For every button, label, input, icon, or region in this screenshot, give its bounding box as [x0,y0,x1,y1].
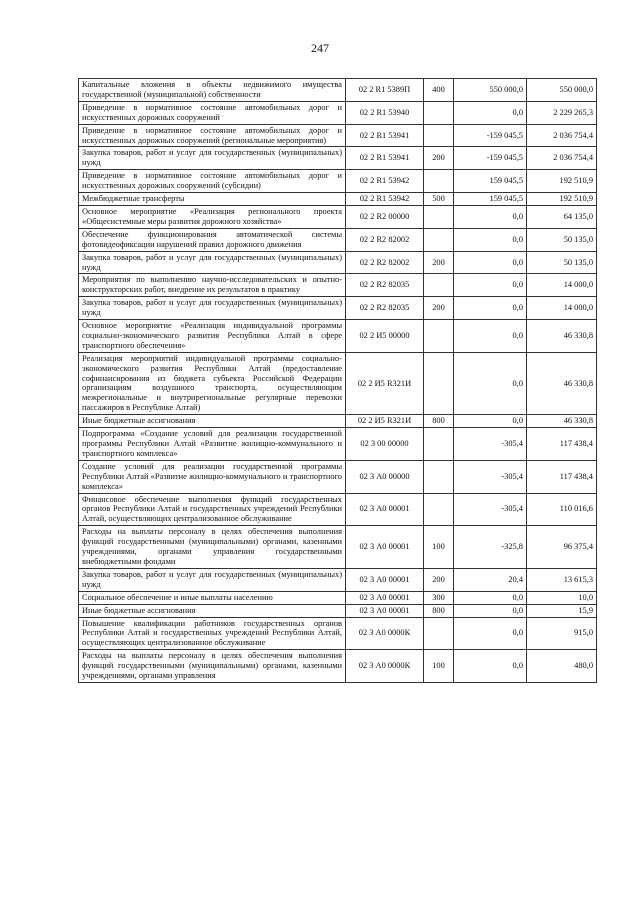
row-total-cell: 10,0 [527,591,597,604]
row-change-cell: 0,0 [454,297,527,320]
row-expense-type-cell: 800 [424,415,454,428]
row-name-cell: Закупка товаров, работ и услуг для государственных (муниципальных) нужд [79,147,346,170]
row-code-cell: 02 3 А0 00001 [346,493,424,526]
row-total-cell: 550 000,0 [527,79,597,102]
row-change-cell: -159 045,5 [454,124,527,147]
table-row [79,274,597,297]
row-change-cell: -325,8 [454,526,527,569]
row-name-cell: Закупка товаров, работ и услуг для государственных (муниципальных) нужд [79,251,346,274]
row-change-cell: 0,0 [454,101,527,124]
row-total-cell: 117 438,4 [527,428,597,461]
row-code-cell: 02 2 R2 82002 [346,251,424,274]
row-expense-type-cell [424,320,454,353]
row-expense-type-cell [424,493,454,526]
table-row [79,101,597,124]
table-row [79,124,597,147]
row-code-cell: 02 3 А0 00001 [346,526,424,569]
table-row [79,526,597,569]
row-code-cell: 02 2 R1 53941 [346,124,424,147]
row-change-cell: 159 045,5 [454,170,527,193]
row-total-cell: 2 036 754,4 [527,124,597,147]
row-change-cell: -305,4 [454,428,527,461]
row-expense-type-cell: 200 [424,251,454,274]
table-row [79,568,597,591]
row-name-cell: Создание условий для реализации государственной программы Республики Алтай «Развитие жилищно-коммунального и транспортного комплекса» [79,460,346,493]
row-name-cell: Подпрограмма «Создание условий для реализации государственной программы Республики Алтай «Развитие жилищно-коммунального и транспортного комплекса» [79,428,346,461]
row-name-cell: Основное мероприятие «Реализация индивидуальной программы социально-экономического развития Республики Алтай в сфере транспортного обеспечения» [79,320,346,353]
row-name-cell: Приведение в нормативное состояние автомобильных дорог и искусственных дорожных сооружений [79,101,346,124]
table-row [79,591,597,604]
row-change-cell: -159 045,5 [454,147,527,170]
table-row [79,604,597,617]
row-total-cell: 2 229 265,3 [527,101,597,124]
row-code-cell: 02 2 И5 R321И [346,415,424,428]
row-code-cell: 02 2 R2 00000 [346,205,424,228]
table-row [79,617,597,650]
table-row [79,650,597,683]
row-total-cell: 13 615,3 [527,568,597,591]
row-name-cell: Основное мероприятие «Реализация регионального проекта «Общесистемные меры развития дорожного хозяйства» [79,205,346,228]
row-change-cell: -305,4 [454,460,527,493]
row-expense-type-cell: 400 [424,79,454,102]
row-change-cell: 159 045,5 [454,193,527,206]
row-expense-type-cell [424,101,454,124]
row-change-cell: 0,0 [454,352,527,414]
row-total-cell: 50 135,0 [527,251,597,274]
table-row [79,205,597,228]
row-total-cell: 480,0 [527,650,597,683]
row-expense-type-cell [424,428,454,461]
row-name-cell: Закупка товаров, работ и услуг для государственных (муниципальных) нужд [79,568,346,591]
row-code-cell: 02 2 R1 53940 [346,101,424,124]
row-expense-type-cell [424,274,454,297]
row-expense-type-cell: 200 [424,147,454,170]
page-number: 247 [311,41,329,55]
table-row [79,460,597,493]
row-name-cell: Капитальные вложения в объекты недвижимого имущества государственной (муниципальной) собственности [79,79,346,102]
row-code-cell: 02 3 А0 00001 [346,568,424,591]
table-row [79,352,597,414]
row-expense-type-cell [424,460,454,493]
budget-table-body [79,79,597,683]
row-name-cell: Иные бюджетные ассигнования [79,604,346,617]
row-total-cell: 46 330,8 [527,415,597,428]
row-total-cell: 915,0 [527,617,597,650]
row-total-cell: 50 135,0 [527,228,597,251]
row-code-cell: 02 3 А0 0000К [346,617,424,650]
row-code-cell: 02 2 R1 53942 [346,193,424,206]
table-row [79,493,597,526]
table-row [79,415,597,428]
row-change-cell: 0,0 [454,251,527,274]
row-expense-type-cell: 100 [424,650,454,683]
row-code-cell: 02 3 А0 00001 [346,604,424,617]
row-expense-type-cell [424,170,454,193]
table-row [79,428,597,461]
row-change-cell: 0,0 [454,205,527,228]
row-total-cell: 96 375,4 [527,526,597,569]
row-code-cell: 02 2 R2 82035 [346,297,424,320]
row-total-cell: 117 438,4 [527,460,597,493]
table-row [79,147,597,170]
row-name-cell: Приведение в нормативное состояние автомобильных дорог и искусственных дорожных сооружений (субсидии) [79,170,346,193]
row-change-cell: 0,0 [454,604,527,617]
row-expense-type-cell [424,205,454,228]
row-total-cell: 2 036 754,4 [527,147,597,170]
row-name-cell: Иные бюджетные ассигнования [79,415,346,428]
row-total-cell: 46 330,8 [527,320,597,353]
row-expense-type-cell: 100 [424,526,454,569]
table-row [79,297,597,320]
row-expense-type-cell: 200 [424,568,454,591]
row-change-cell: 20,4 [454,568,527,591]
row-code-cell: 02 3 А0 0000К [346,650,424,683]
table-row [79,170,597,193]
row-name-cell: Социальное обеспечение и иные выплаты населению [79,591,346,604]
row-total-cell: 192 510,9 [527,170,597,193]
row-code-cell: 02 2 И5 R321И [346,352,424,414]
budget-table [78,78,597,683]
row-total-cell: 14 000,0 [527,274,597,297]
row-name-cell: Расходы на выплаты персоналу в целях обеспечения выполнения функций государственными (муниципальными) органами, казенными учреждениями, органами управления государственными внебюджетными фондами [79,526,346,569]
row-expense-type-cell: 300 [424,591,454,604]
row-total-cell: 14 000,0 [527,297,597,320]
table-row [79,228,597,251]
table-row [79,320,597,353]
row-code-cell: 02 2 R1 53941 [346,147,424,170]
row-total-cell: 192 510,9 [527,193,597,206]
row-code-cell: 02 2 R2 82035 [346,274,424,297]
row-total-cell: 15,9 [527,604,597,617]
row-name-cell: Мероприятия по выполнению научно-исследовательских и опытно-конструкторских работ, внедрение их результатов в практику [79,274,346,297]
row-expense-type-cell: 800 [424,604,454,617]
row-code-cell: 02 2 И5 00000 [346,320,424,353]
row-expense-type-cell [424,124,454,147]
row-expense-type-cell [424,352,454,414]
table-row [79,193,597,206]
row-change-cell: 0,0 [454,274,527,297]
row-change-cell: 0,0 [454,591,527,604]
row-name-cell: Расходы на выплаты персоналу в целях обеспечения выполнения функций государственными (муниципальными) органами, казенными учреждениями, органами управления [79,650,346,683]
row-code-cell: 02 2 R1 53942 [346,170,424,193]
table-row [79,79,597,102]
row-name-cell: Закупка товаров, работ и услуг для государственных (муниципальных) нужд [79,297,346,320]
row-code-cell: 02 3 А0 00000 [346,460,424,493]
row-change-cell: 0,0 [454,617,527,650]
row-name-cell: Реализация мероприятий индивидуальной программы социально-экономического развития Республики Алтай (предоставление софинансирования из бюджета субъекта Российской Федерации организациям воздушного транспорта, осуществляющим межрегиональные и внутрирегиональные регулярные перевозки пассажиров в Республике Алтай) [79,352,346,414]
row-change-cell: 0,0 [454,228,527,251]
row-change-cell: 550 000,0 [454,79,527,102]
row-change-cell: 0,0 [454,320,527,353]
row-name-cell: Межбюджетные трансферты [79,193,346,206]
row-code-cell: 02 2 R2 82002 [346,228,424,251]
row-expense-type-cell: 200 [424,297,454,320]
row-name-cell: Финансовое обеспечение выполнения функций государственных органов Республики Алтай и государственных учреждений Республики Алтай, осуществляющих централизованное обслуживание [79,493,346,526]
table-row [79,251,597,274]
row-code-cell: 02 3 А0 00001 [346,591,424,604]
row-change-cell: 0,0 [454,650,527,683]
row-code-cell: 02 3 00 00000 [346,428,424,461]
row-name-cell: Повышение квалификации работников государственных органов Республики Алтай и государственных учреждений Республики Алтай, осуществляющих централизованное обслуживание [79,617,346,650]
row-total-cell: 46 330,8 [527,352,597,414]
row-expense-type-cell [424,228,454,251]
row-change-cell: 0,0 [454,415,527,428]
row-name-cell: Приведение в нормативное состояние автомобильных дорог и искусственных дорожных сооружений (региональные мероприятия) [79,124,346,147]
row-name-cell: Обеспечение функционирования автоматической системы фотовидеофиксации нарушений правил дорожного движения [79,228,346,251]
row-total-cell: 110 016,6 [527,493,597,526]
row-expense-type-cell [424,617,454,650]
row-expense-type-cell: 500 [424,193,454,206]
row-total-cell: 64 135,0 [527,205,597,228]
row-code-cell: 02 2 R1 5389П [346,79,424,102]
row-change-cell: -305,4 [454,493,527,526]
